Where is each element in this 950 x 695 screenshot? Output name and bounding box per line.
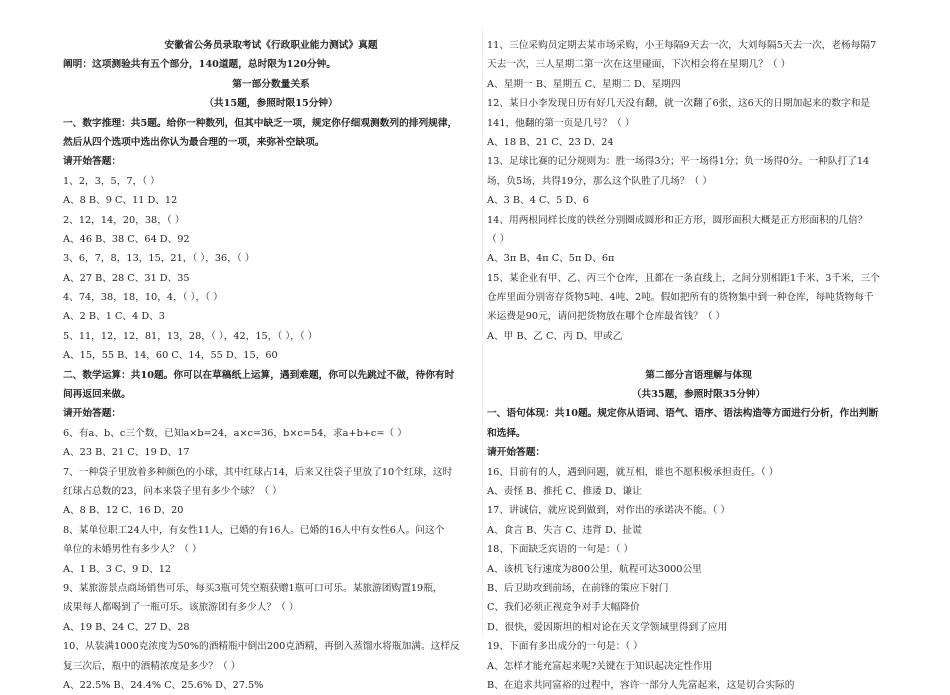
text-line: A、1 B、3 C、9 D、12	[63, 563, 172, 575]
text-line: A、18 B、21 C、23 D、24	[487, 136, 614, 148]
text-line: 天去一次，三人星期二第一次在这里碰面，下次相会将在星期几？（ ）	[487, 59, 791, 71]
text-line: A、食言 B、失言 C、违背 D、扯谎	[487, 524, 642, 536]
section-heading-line: （共15题，参照时限15分钟）	[204, 98, 338, 110]
text-line: 11、三位采购员定期去某市场采购，小王每隔9天去一次，大刘每隔5天去一次，老杨每隔7	[487, 40, 877, 51]
text-line: A、该机飞行速度为800公里，航程可达3000公里	[487, 563, 702, 575]
text-line: 红球占总数的23，问本来袋子里有多少个球？（ ）	[63, 485, 282, 497]
section-heading-line: 一、语句体现：共10题。规定你从语词、语气、语序、语法构造等方面进行分析，作出判断	[487, 408, 879, 420]
text-line: 7、一种袋子里放着多种颜色的小球，其中红球占14，后来又往袋子里放了10个红球，这时	[63, 466, 453, 478]
section-heading-line: 安徽省公务员录取考试《行政职业能力测试》真题	[164, 40, 378, 51]
text-line: 场，负5场，共得19分，那么这个队胜了几场？（ ）	[487, 175, 713, 187]
text-line: 15、某企业有甲、乙、丙三个仓库，且都在一条直线上，之间分别相距1千米、3千米，三个	[487, 272, 880, 284]
section-heading-line: 请开始答题：	[63, 156, 122, 168]
text-line: 17、讲诚信，就应说到做到，对作出的承诺决不能。（ ）	[487, 505, 731, 517]
text-line: A、8 B、9 C、11 D、12	[63, 195, 178, 207]
text-line: 成果每人都喝到了一瓶可乐。该旅游团有多少人？（ ）	[63, 602, 299, 614]
section-heading-line: 和选择。	[487, 427, 526, 439]
text-line: 19、下面有多出成分的一句是：（ ）	[487, 641, 643, 653]
text-line: 2、12，14，20，38，（ ）	[63, 214, 185, 226]
text-line: A、2 B、1 C、4 D、3	[63, 311, 165, 323]
section-heading-line: 然后从四个选项中选出你认为最合理的一项，来弥补空缺项。	[63, 136, 325, 148]
text-line: 5、11，12，12，81，13，28，（ ），42，15，（ ），（ ）	[63, 330, 318, 342]
text-line: A、15，55 B、14，60 C、14，55 D、15，60	[63, 350, 278, 362]
text-line: 12、某日小李发现日历有好几天没有翻，就一次翻了6张，这6天的日期加起来的数字和是	[487, 98, 871, 110]
text-line: A、星期一 B、星期五 C、星期二 D、星期四	[487, 78, 681, 90]
section-heading-line: 一、数字推理：共5题。给你一种数列，但其中缺乏一项，规定你仔细观测数列的排列规律，	[63, 117, 458, 129]
text-line	[487, 346, 910, 365]
section-heading-line: 二、数学运算：共10题。你可以在草稿纸上运算，遇到难题，你可以先跳过不做，待你有时	[63, 369, 455, 381]
text-line: A、22.5% B、24.4% C、25.6% D、27.5%	[63, 679, 264, 691]
text-line: 18、下面缺乏宾语的一句是：（ ）	[487, 544, 634, 556]
text-line: C、我们必须正视竞争对手大幅降价	[487, 602, 640, 614]
text-line: A、27 B、28 C、31 D、35	[63, 272, 190, 284]
text-line: 3、6，7，8，13，15，21，（ ），36，（ ）	[63, 253, 255, 265]
text-line: A、责怪 B、推托 C、推诿 D、谦让	[487, 485, 642, 497]
text-line: A、甲 B、乙 C、丙 D、甲或乙	[487, 330, 623, 342]
section-heading-line: 间再返回来做。	[63, 389, 131, 401]
text-line: B、在追求共同富裕的过程中，容许一部分人先富起来，这是切合实际的	[487, 679, 795, 691]
text-line: 14、用两根同样长度的铁丝分别圈成圆形和正方形，圆形面积大概是正方形面积的几倍？	[487, 214, 868, 226]
right-column	[487, 36, 910, 695]
left-column	[63, 36, 479, 695]
text-line: 9、某旅游景点商场销售可乐，每买3瓶可凭空瓶获赠1瓶可口可乐。某旅游团购置19瓶，	[63, 582, 443, 594]
text-line: 1、2，3，5，7，（ ）	[63, 175, 160, 187]
text-line: 6、有a、b、c三个数，已知a×b=24，a×c=36，b×c=54，求a+b+c=（ ）	[63, 427, 407, 439]
text-line: A、3π B、4π C、5π D、6π	[487, 253, 615, 265]
column-divider	[482, 30, 483, 635]
text-line: 4、74，38，18，10，4，（ ），（ ）	[63, 292, 223, 304]
text-line: D、很快，爱因斯坦的相对论在天文学领域里得到了应用	[487, 621, 728, 633]
text-line: 仓库里面分别寄存货物5吨、4吨、2吨。假如把所有的货物集中到一种仓库，每吨货物每千	[487, 292, 874, 304]
text-line: 13、足球比赛的记分规则为：胜一场得3分；平一场得1分；负一场得0分。一种队打了14	[487, 156, 870, 168]
text-line: A、3 B、4 C、5 D、6	[487, 195, 589, 207]
text-line: 8、某单位职工24人中，有女性11人，已婚的有16人。已婚的16人中有女性6人。问这个	[63, 524, 445, 536]
section-heading-line: 第二部分言语理解与体现	[645, 369, 752, 381]
section-heading-line: 第一部分数量关系	[232, 78, 310, 90]
text-line: A、怎样才能充富起来呢?关键在于知识起决定性作用	[487, 660, 713, 672]
section-heading-line: 阐明：这项测验共有五个部分，140道题，总时限为120分钟。	[63, 59, 336, 71]
section-heading-line: 请开始答题：	[63, 408, 122, 420]
text-line: B、后卫助攻到前场，在前锋的策应下射门	[487, 582, 669, 594]
text-line: 复三次后，瓶中的酒精浓度是多少？（ ）	[63, 660, 241, 672]
section-heading-line: 请开始答题：	[487, 447, 546, 459]
text-line: 10、从装满1000克浓度为50%的酒精瓶中倒出200克酒精，再倒入蒸馏水将瓶加满。这样反	[63, 641, 460, 653]
text-line: A、19 B、24 C、27 D、28	[63, 621, 190, 633]
text-line: A、8 B、12 C、16 D、20	[63, 505, 184, 517]
text-line: 141，他翻的第一页是几号？（ ）	[487, 117, 635, 129]
text-line: 米运费是90元，请问把货物放在哪个仓库最省钱？（ ）	[487, 311, 726, 323]
section-heading-line: （共35题，参照时限35分钟）	[631, 389, 766, 401]
text-line: 16、目前有的人，遇到问题，就互相，谁也不愿积极承担责任。（ ）	[487, 466, 779, 478]
text-line: 单位的未婚男性有多少人？（ ）	[63, 544, 202, 556]
text-line: （ ）	[487, 233, 510, 245]
text-line: A、23 B、21 C、19 D、17	[63, 447, 190, 459]
text-line: A、46 B、38 C、64 D、92	[63, 233, 190, 245]
